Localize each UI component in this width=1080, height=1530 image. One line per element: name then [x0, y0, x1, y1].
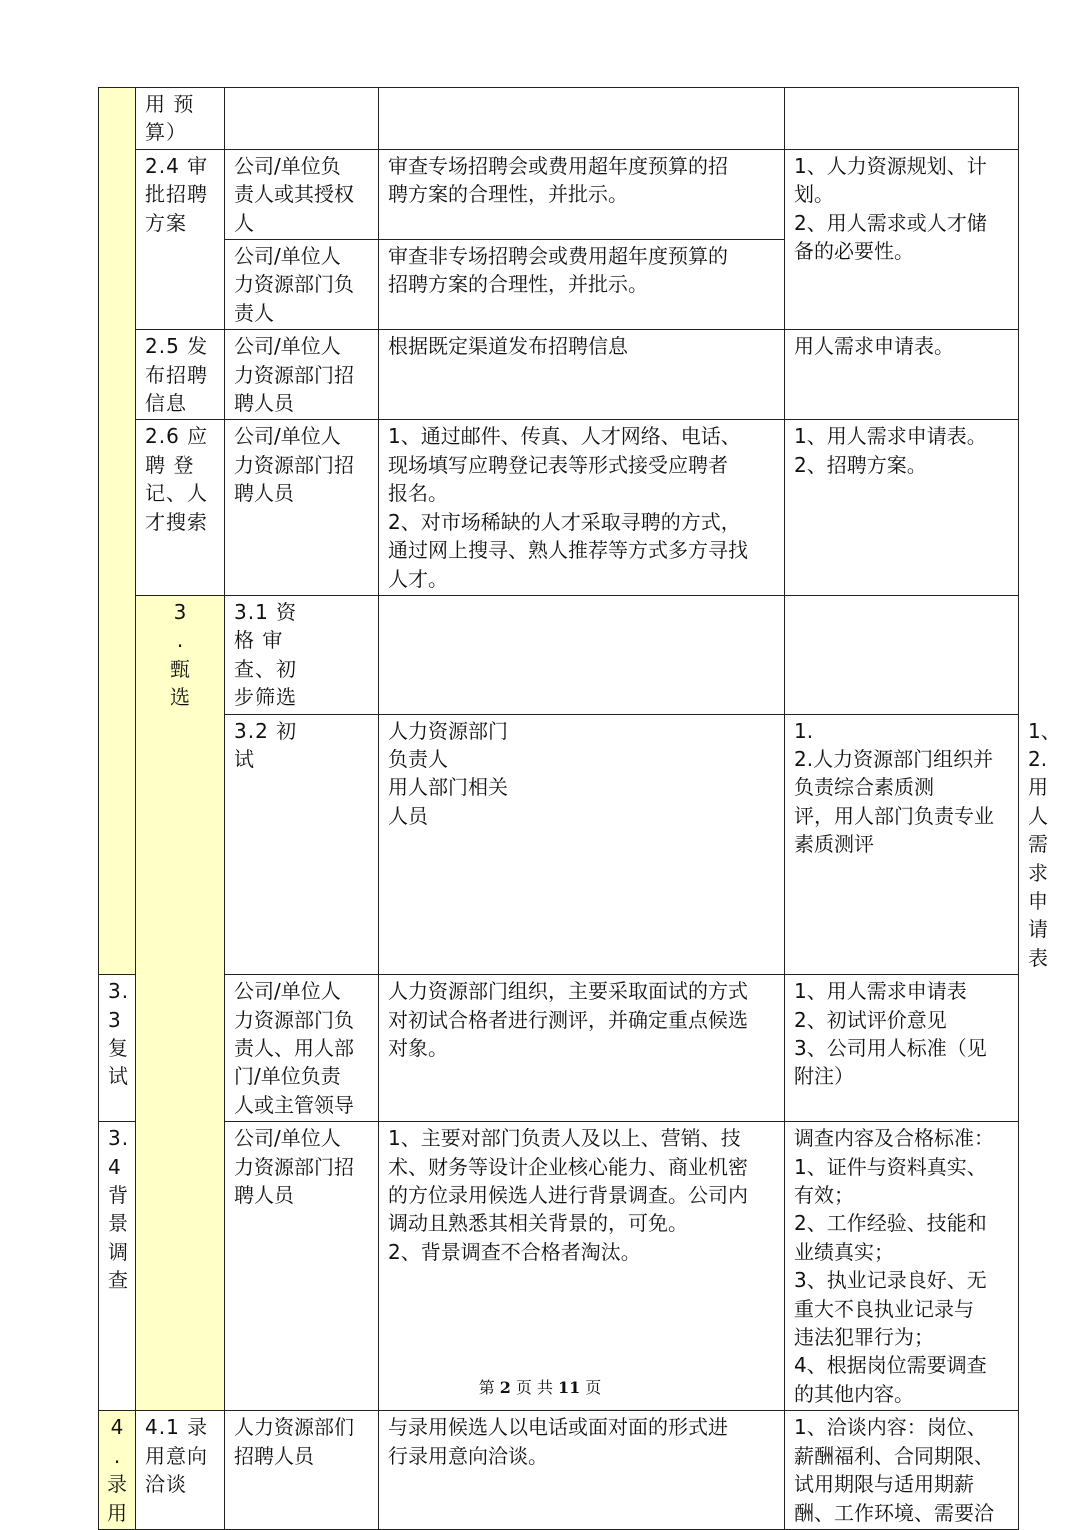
stage-4-label: 4 . 录 用 [99, 1411, 136, 1530]
content-cell: 1、主要对部门负责人及以上、营销、技 术、财务等设计企业核心能力、商业机密 的方位录用候选人进行背景调查。公司内 调动且熟悉其相关背景的，可免。 2、背景调查不合格者淘汰。 [379, 1122, 785, 1411]
process-table [98, 87, 1061, 1530]
content-cell [379, 88, 785, 150]
footer-suffix: 页 [585, 1378, 602, 1397]
step-cell: 2.4 审 批招聘 方案 [136, 149, 225, 329]
basis-cell: 调查内容及合格标准： 1、证件与资料真实、 有效； 2、工作经验、技能和 业绩真实； 3、执业记录良好、无 重大不良执业记录与 违法犯罪行为； 4、根据岗位需要调查 的其他内容。 [785, 1122, 1019, 1411]
content-cell: 1、通过邮件、传真、人才网络、电话、 现场填写应聘登记表等形式接受应聘者 报名。 2、对市场稀缺的人才采取寻聘的方式， 通过网上搜寻、熟人推荐等方式多方寻找 人才。 [379, 420, 785, 595]
step-cell: 2.6 应 聘 登 记、人 才搜索 [136, 420, 225, 595]
recruitment-process-table [98, 87, 1061, 1530]
footer-prefix: 第 [478, 1378, 495, 1397]
basis-cell: 用人需求申请表。 [785, 330, 1019, 420]
table-row [99, 975, 1019, 1122]
role-cell: 公司/单位人 力资源部门招 聘人员 [225, 330, 379, 420]
step-cell: 3.1 资 格 审 查、初 步筛选 [225, 595, 379, 714]
role-cell [225, 88, 379, 150]
table-row [99, 420, 1019, 595]
role-cell: 人力资源部门 负责人 用人部门相关 人员 [379, 714, 785, 975]
page-footer [0, 1375, 1080, 1398]
role-cell: 公司/单位人 力资源部门负 责人 [225, 240, 379, 330]
role-cell [379, 595, 785, 714]
table-row [99, 1122, 1019, 1411]
basis-cell: 1、人力资源规划、计 划。 2、用人需求或人才储 备的必要性。 [785, 149, 1019, 329]
step-cell: 3.2 初 试 [225, 714, 379, 975]
content-cell: 与录用候选人以电话或面对面的形式进 行录用意向洽谈。 [379, 1411, 785, 1530]
content-cell: 审查非专场招聘会或费用超年度预算的 招聘方案的合理性，并批示。 [379, 240, 785, 330]
step-cell: 用 预 算） [136, 88, 225, 150]
basis-cell [785, 88, 1019, 150]
footer-middle: 页 共 [515, 1378, 553, 1397]
content-cell: 人力资源部门组织，主要采取面试的方式 对初试合格者进行测评，并确定重点候选 对象。 [379, 975, 785, 1122]
table-row: 3.2 初 试 人力资源部门 负责人 用人部门相关 人员 1. 2.人力资源部门组织并负责综合素质测 评，用人部门负责专业素质测评 1、 2.用人需求申请表 [99, 714, 1019, 975]
role-cell: 公司/单位人 力资源部门招 聘人员 [225, 1122, 379, 1411]
content-cell: 根据既定渠道发布招聘信息 [379, 330, 785, 420]
step-cell: 3.3 复 试 [99, 975, 136, 1122]
table-row [99, 149, 1019, 239]
role-cell: 公司/单位人 力资源部门招 聘人员 [225, 420, 379, 595]
role-cell: 公司/单位人 力资源部门负 责人、用人部 门/单位负责 人或主管领导 [225, 975, 379, 1122]
basis-cell: 1、洽谈内容：岗位、 薪酬福利、合同期限、 试用期限与适用期薪 酬、工作环境、需要洽 [785, 1411, 1019, 1530]
role-cell: 公司/单位负 责人或其授权 人 [225, 149, 379, 239]
step-cell: 3.4 背 景调查 [99, 1122, 136, 1411]
table-row [99, 595, 1019, 714]
stage-2-continued-cell [99, 88, 136, 975]
table-row [99, 330, 1019, 420]
content-cell: 审查专场招聘会或费用超年度预算的招 聘方案的合理性，并批示。 [379, 149, 785, 239]
stage-3-label: 3 . 甄 选 [136, 595, 225, 1410]
total-page-number: 11 [557, 1378, 581, 1397]
step-cell: 2.5 发 布招聘 信息 [136, 330, 225, 420]
basis-cell: 1、用人需求申请表 2、初试评价意见 3、公司用人标准（见 附注） [785, 975, 1019, 1122]
step-cell: 4.1 录 用意向 洽谈 [136, 1411, 225, 1530]
table-row [99, 88, 1019, 150]
current-page-number: 2 [499, 1378, 511, 1397]
basis-cell: 1、用人需求申请表。 2、招聘方案。 [785, 420, 1019, 595]
table-row [99, 1411, 1019, 1530]
content-cell [785, 595, 1019, 714]
content-cell: 1. 2.人力资源部门组织并负责综合素质测 评，用人部门负责专业素质测评 [785, 714, 1019, 975]
role-cell: 人力资源部们 招聘人员 [225, 1411, 379, 1530]
